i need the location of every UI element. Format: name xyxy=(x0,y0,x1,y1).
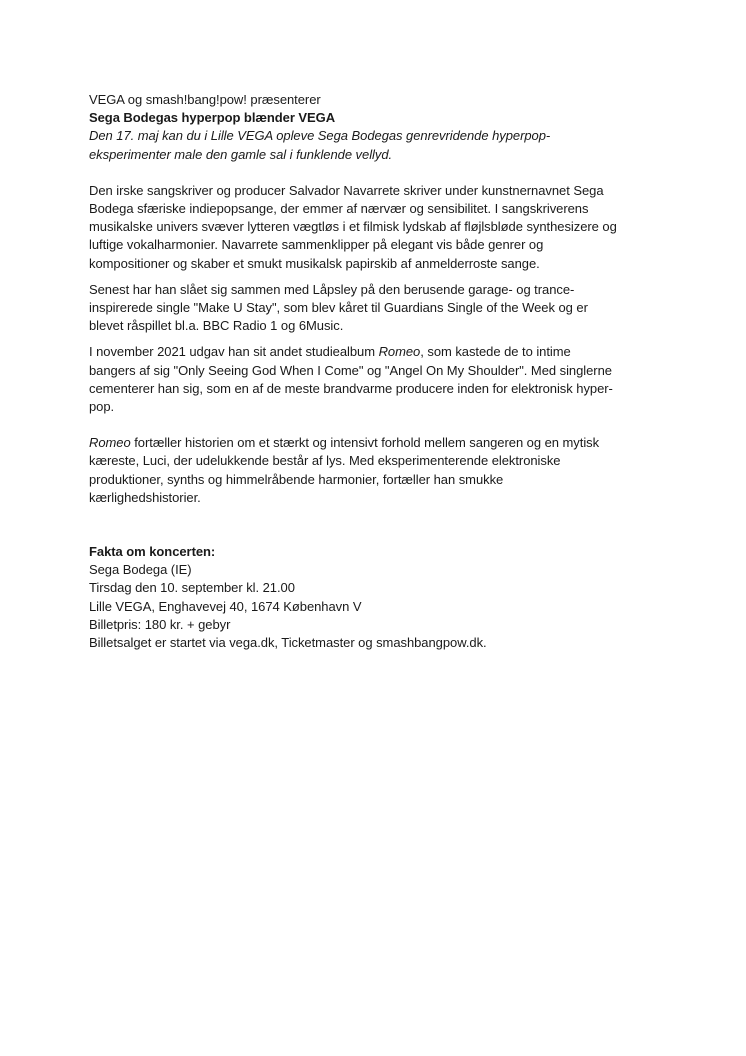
paragraph-line: cementerer han sig, som en af de meste brandvarme producere inden for elektronisk hyper- xyxy=(89,380,613,396)
paragraph-line xyxy=(89,434,663,452)
paragraph-line: pop. xyxy=(89,399,115,415)
fact-venue: Lille VEGA, Enghavevej 40, 1674 København V xyxy=(89,598,362,614)
paragraph-1 xyxy=(89,182,663,273)
paragraph-line: Senest har han slået sig sammen med Låpsley på den berusende garage- og trance- xyxy=(89,281,575,297)
paragraph-line: Bodega sfæriske indiepopsange, der emmer af nærvær og sensibilitet. I sangskriverens xyxy=(89,201,589,217)
album-title: Romeo xyxy=(378,344,421,360)
text-segment: , som kastede de to intime xyxy=(420,344,571,360)
lead-line-1: Den 17. maj kan du i Lille VEGA opleve Sega Bodegas genrevridende hyperpop- xyxy=(89,128,551,144)
paragraph-line: musikalske univers svæver lytteren vægtløs i et filmisk lydskab af fløjlsbløde synthesizere og xyxy=(89,219,617,235)
paragraph-2 xyxy=(89,281,663,336)
paragraph-line: luftige vokalharmonier. Navarrete sammenklipper på elegant vis både genrer og xyxy=(89,237,544,253)
text-segment: fortæller historien om et stærkt og intensivt forhold mellem sangeren og en mytisk xyxy=(130,435,600,451)
headline: Sega Bodegas hyperpop blænder VEGA xyxy=(89,110,336,126)
paragraph-line: kærlighedshistorier. xyxy=(89,489,201,505)
facts-section xyxy=(89,543,663,652)
paragraph-line: blevet råspillet bl.a. BBC Radio 1 og 6Music. xyxy=(89,318,344,334)
fact-tickets: Billetsalget er startet via vega.dk, Ticketmaster og smashbangpow.dk. xyxy=(89,635,487,651)
lead-line-2: eksperimenter male den gamle sal i funklende vellyd. xyxy=(89,146,393,162)
facts-heading: Fakta om koncerten: xyxy=(89,544,216,560)
paragraph-3 xyxy=(89,343,663,416)
paragraph-4 xyxy=(89,434,663,507)
press-release xyxy=(89,91,663,652)
fact-artist: Sega Bodega (IE) xyxy=(89,562,192,578)
paragraph-line: produktioner, synths og himmelråbende harmonier, fortæller han smukke xyxy=(89,471,504,487)
paragraph-line: inspirerede single "Make U Stay", som blev kåret til Guardians Single of the Week og er xyxy=(89,300,588,316)
presenter-line: VEGA og smash!bang!pow! præsenterer xyxy=(89,92,321,107)
paragraph-line xyxy=(89,343,663,361)
paragraph-line: kompositioner og skaber et smukt musikalsk papirskib af anmelderroste sange. xyxy=(89,255,540,271)
text-segment: I november 2021 udgav han sit andet studiealbum xyxy=(89,344,379,360)
paragraph-line: kæreste, Luci, der udelukkende består af lys. Med eksperimenterende elektroniske xyxy=(89,453,561,469)
fact-price: Billetpris: 180 kr. + gebyr xyxy=(89,616,231,632)
paragraph-line: Den irske sangskriver og producer Salvador Navarrete skriver under kunstnernavnet Sega xyxy=(89,182,604,198)
paragraph-line: bangers af sig "Only Seeing God When I Come" og "Angel On My Shoulder". Med singlerne xyxy=(89,362,612,378)
album-title: Romeo xyxy=(89,435,131,451)
fact-date: Tirsdag den 10. september kl. 21.00 xyxy=(89,580,295,596)
